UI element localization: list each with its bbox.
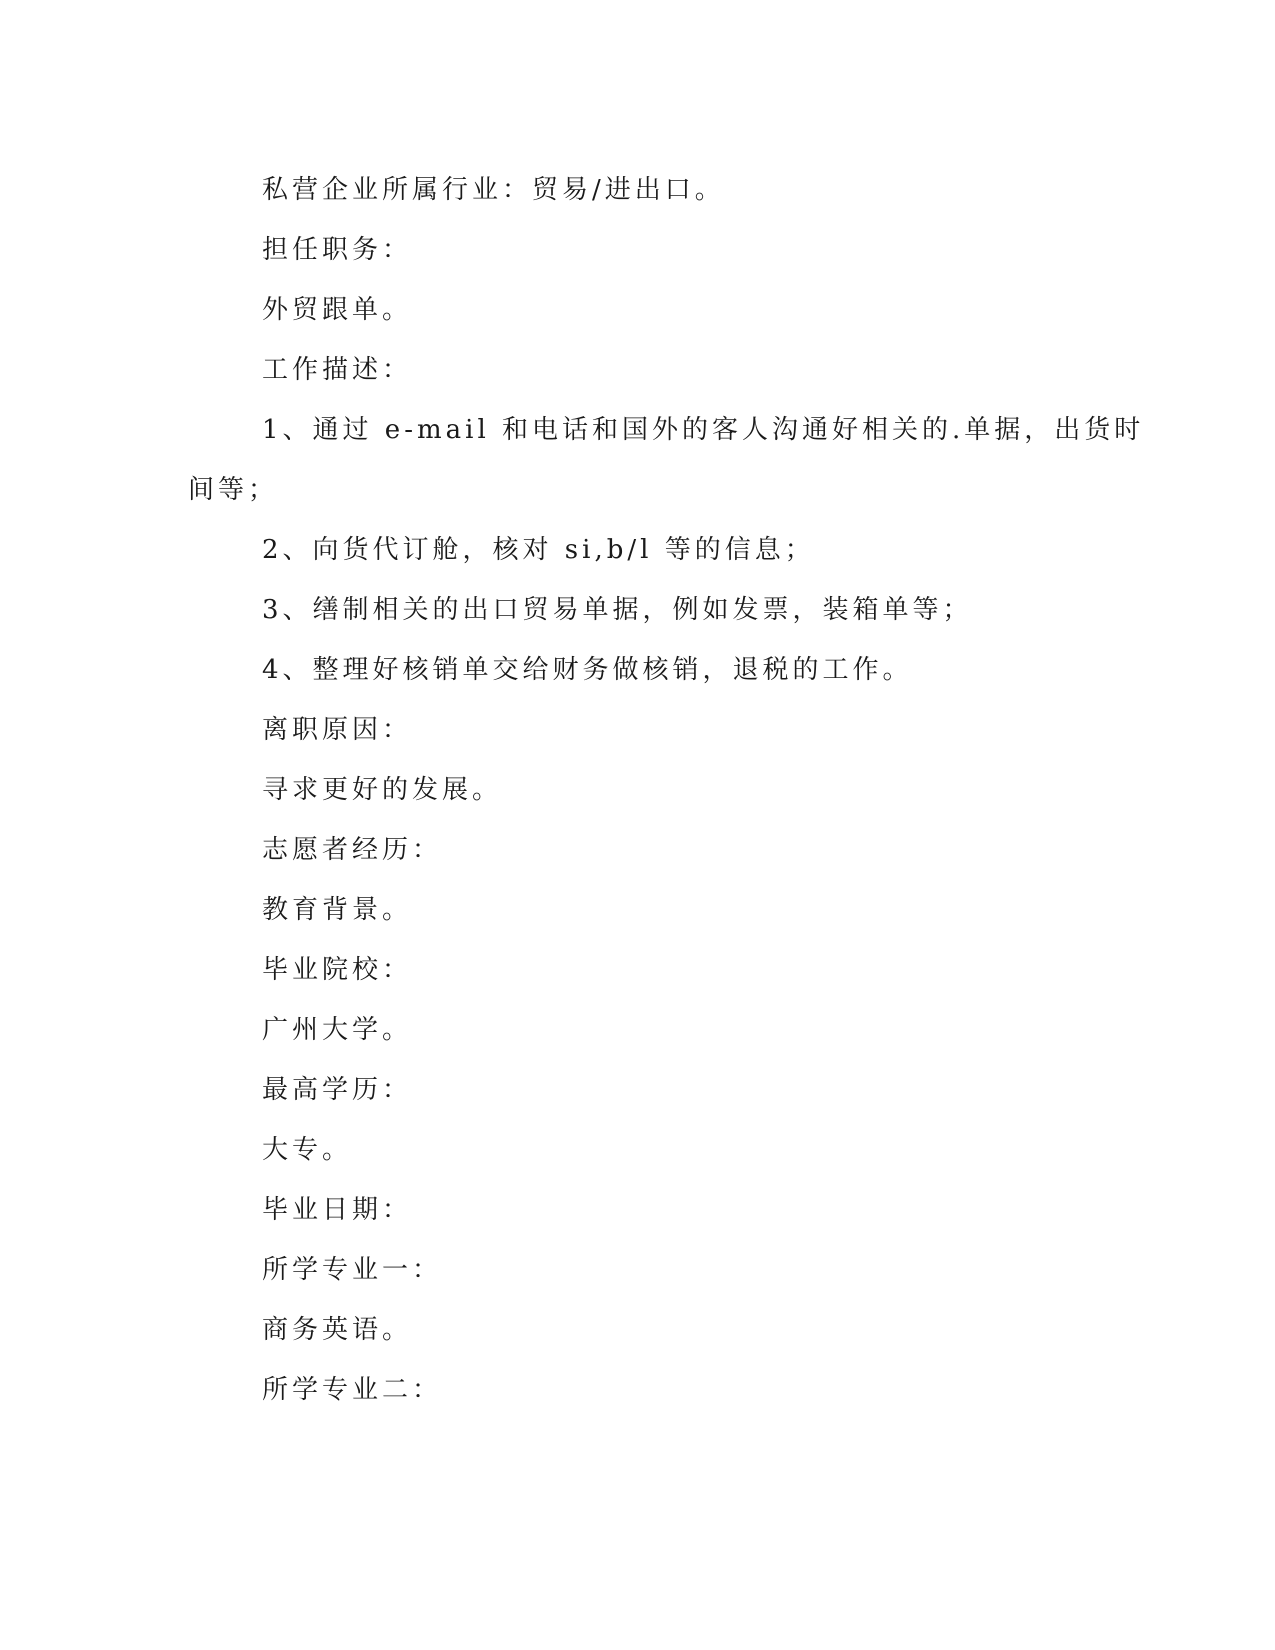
text-line-position-label: 担任职务： xyxy=(262,235,413,265)
text-line-duty-4: 4、整理好核销单交给财务做核销，退税的工作。 xyxy=(262,655,913,685)
text-line-industry: 私营企业所属行业：贸易/进出口。 xyxy=(262,175,725,205)
text-line-duty-3: 3、缮制相关的出口贸易单据，例如发票，装箱单等； xyxy=(262,595,973,625)
text-line-duty-1: 1、通过 e-mail 和电话和国外的客人沟通好相关的.单据，出货时 xyxy=(262,415,1145,445)
text-line-leave-reason-value: 寻求更好的发展。 xyxy=(262,775,503,805)
text-line-volunteer-label: 志愿者经历： xyxy=(262,835,443,865)
text-line-school-value: 广州大学。 xyxy=(262,1015,413,1045)
text-line-leave-reason-label: 离职原因： xyxy=(262,715,413,745)
text-line-major-2-label: 所学专业二： xyxy=(262,1375,443,1405)
text-line-graduation-date-label: 毕业日期： xyxy=(262,1195,413,1225)
text-line-duty-1-continued: 间等； xyxy=(188,475,279,505)
text-line-degree-value: 大专。 xyxy=(262,1135,353,1165)
text-line-degree-label: 最高学历： xyxy=(262,1075,413,1105)
text-line-job-description-label: 工作描述： xyxy=(262,355,413,385)
text-line-position-value: 外贸跟单。 xyxy=(262,295,413,325)
text-line-duty-2: 2、向货代订舱，核对 si,b/l 等的信息； xyxy=(262,535,815,565)
text-line-major-1-value: 商务英语。 xyxy=(262,1315,413,1345)
text-line-education-heading: 教育背景。 xyxy=(262,895,413,925)
text-line-school-label: 毕业院校： xyxy=(262,955,413,985)
text-line-major-1-label: 所学专业一： xyxy=(262,1255,443,1285)
